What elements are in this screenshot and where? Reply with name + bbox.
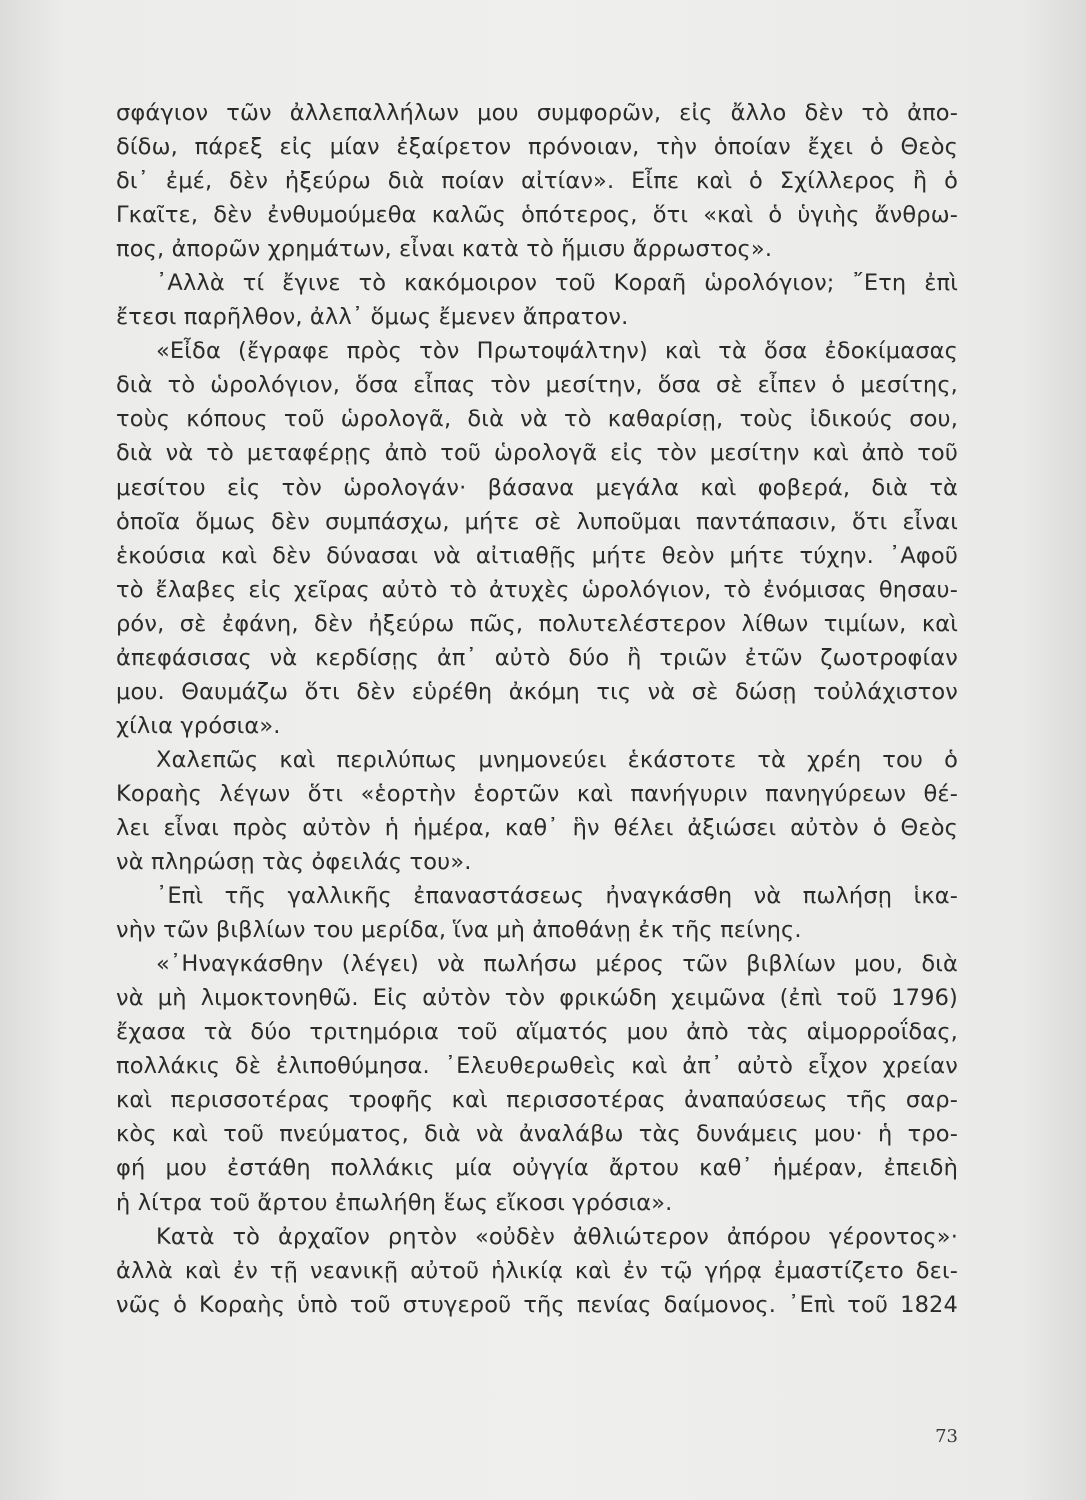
text-line: δι᾽ ἐμέ, δὲν ἠξεύρω διὰ ποίαν αἰτίαν». Εἶπε καὶ ὁ Σχίλλερος ἢ ὁ <box>116 168 958 195</box>
text-line: ἀπεφάσισας νὰ κερδίσῃς ἀπ᾽ αὐτὸ δύο ἢ τριῶν ἐτῶν ζωοτροφίαν <box>116 644 958 671</box>
text-line: ἔτεσι παρῆλθον, ἀλλ᾽ ὅμως ἔμενεν ἄπρατον. <box>116 304 629 331</box>
text-line: «Εἶδα (ἔγραφε πρὸς τὸν Πρωτοψάλτην) καὶ τὰ ὅσα ἐδοκίμασας <box>156 338 958 365</box>
text-line: μεσίτου εἰς τὸν ὡρολογάν· βάσανα μεγάλα καὶ φοβερά, διὰ τὰ <box>116 474 958 501</box>
page-number: 73 <box>935 1426 958 1447</box>
text-line: Κοραὴς λέγων ὅτι «ἑορτὴν ἑορτῶν καὶ πανήγυριν πανηγύρεων θέ- <box>116 780 958 807</box>
text-line: ἡ λίτρα τοῦ ἄρτου ἐπωλήθη ἕως εἴκοσι γρόσια». <box>116 1189 673 1216</box>
text-line: καὶ περισσοτέρας τροφῆς καὶ περισσοτέρας ἀναπαύσεως τῆς σαρ- <box>116 1087 958 1114</box>
text-line: ρόν, σὲ ἐφάνη, δὲν ἠξεύρω πῶς, πολυτελέστερον λίθων τιμίων, καὶ <box>116 610 958 637</box>
text-line: κὸς καὶ τοῦ πνεύματος, διὰ νὰ ἀναλάβω τὰς δυνάμεις μου· ἡ τρο- <box>116 1121 958 1148</box>
text-line: νὰ πληρώσῃ τὰς ὀφειλάς του». <box>116 849 472 876</box>
text-line: μου. Θαυμάζω ὅτι δὲν εὑρέθη ἀκόμη τις νὰ σὲ δώσῃ τοὐλάχιστον <box>116 678 958 705</box>
text-line: νῶς ὁ Κοραὴς ὑπὸ τοῦ στυγεροῦ τῆς πενίας δαίμονος. ᾽Επὶ τοῦ 1824 <box>116 1291 958 1318</box>
text-line: Γκαῖτε, δὲν ἐνθυμούμεθα καλῶς ὁπότερος, ὅτι «καὶ ὁ ὑγιὴς ἄνθρω- <box>116 202 958 229</box>
body-text <box>116 96 958 1322</box>
text-line: ἀλλὰ καὶ ἐν τῇ νεανικῇ αὐτοῦ ἡλικίᾳ καὶ ἐν τῷ γήρᾳ ἐμαστίζετο δει- <box>116 1257 958 1284</box>
text-line: «᾽Ηναγκάσθην (λέγει) νὰ πωλήσω μέρος τῶν βιβλίων μου, διὰ <box>156 951 958 978</box>
text-line: ἔχασα τὰ δύο τριτημόρια τοῦ αἵματός μου ἀπὸ τὰς αἱμορροΐδας, <box>116 1019 958 1046</box>
text-line: ᾽Επὶ τῆς γαλλικῆς ἐπαναστάσεως ἠναγκάσθη νὰ πωλήσῃ ἱκα- <box>156 883 958 910</box>
text-line: ὁποῖα ὅμως δὲν συμπάσχω, μήτε σὲ λυποῦμαι παντάπασιν, ὅτι εἶναι <box>116 508 958 535</box>
text-line: φή μου ἐστάθη πολλάκις μία οὐγγία ἄρτου καθ᾽ ἡμέραν, ἐπειδὴ <box>116 1155 958 1182</box>
text-line: νὰ μὴ λιμοκτονηθῶ. Εἰς αὐτὸν τὸν φρικώδη χειμῶνα (ἐπὶ τοῦ 1796) <box>116 985 958 1012</box>
text-line: διὰ νὰ τὸ μεταφέρῃς ἀπὸ τοῦ ὡρολογᾶ εἰς τὸν μεσίτην καὶ ἀπὸ τοῦ <box>116 440 958 467</box>
text-line: Κατὰ τὸ ἀρχαῖον ρητὸν «οὐδὲν ἀθλιώτερον ἀπόρου γέροντος»· <box>156 1223 958 1250</box>
text-line: τὸ ἔλαβες εἰς χεῖρας αὐτὸ τὸ ἀτυχὲς ὡρολόγιον, τὸ ἐνόμισας θησαυ- <box>116 576 958 603</box>
text-line: λει εἶναι πρὸς αὐτὸν ἡ ἡμέρα, καθ᾽ ἣν θέλει ἀξιώσει αὐτὸν ὁ Θεὸς <box>116 814 958 841</box>
text-line: σφάγιον τῶν ἀλλεπαλλήλων μου συμφορῶν, εἰς ἄλλο δὲν τὸ ἀπο- <box>116 100 958 126</box>
text-line: Χαλεπῶς καὶ περιλύπως μνημονεύει ἑκάστοτε τὰ χρέη του ὁ <box>156 746 958 773</box>
text-line: τοὺς κόπους τοῦ ὡρολογᾶ, διὰ νὰ τὸ καθαρίσῃ, τοὺς ἰδικούς σου, <box>116 406 958 433</box>
text-line: νὴν τῶν βιβλίων του μερίδα, ἵνα μὴ ἀποθάνῃ ἐκ τῆς πείνης. <box>116 917 802 944</box>
text-line: διὰ τὸ ὡρολόγιον, ὅσα εἶπας τὸν μεσίτην, ὅσα σὲ εἶπεν ὁ μεσίτης, <box>116 372 958 399</box>
text-line: χίλια γρόσια». <box>116 712 281 739</box>
text-line: δίδω, πάρεξ εἰς μίαν ἐξαίρετον πρόνοιαν, τὴν ὁποίαν ἔχει ὁ Θεὸς <box>116 134 958 161</box>
text-line: ἑκούσια καὶ δὲν δύνασαι νὰ αἰτιαθῇς μήτε θεὸν μήτε τύχην. ᾽Αφοῦ <box>116 542 958 569</box>
text-line: ᾽Αλλὰ τί ἔγινε τὸ κακόμοιρον τοῦ Κοραῆ ὡρολόγιον; ῎Ετη ἐπὶ <box>156 270 958 297</box>
text-line: πος, ἀπορῶν χρημάτων, εἶναι κατὰ τὸ ἥμισυ ἄρρωστος». <box>116 236 773 263</box>
text-line: πολλάκις δὲ ἐλιποθύμησα. ᾽Ελευθερωθεὶς καὶ ἀπ᾽ αὐτὸ εἶχον χρείαν <box>116 1053 958 1080</box>
